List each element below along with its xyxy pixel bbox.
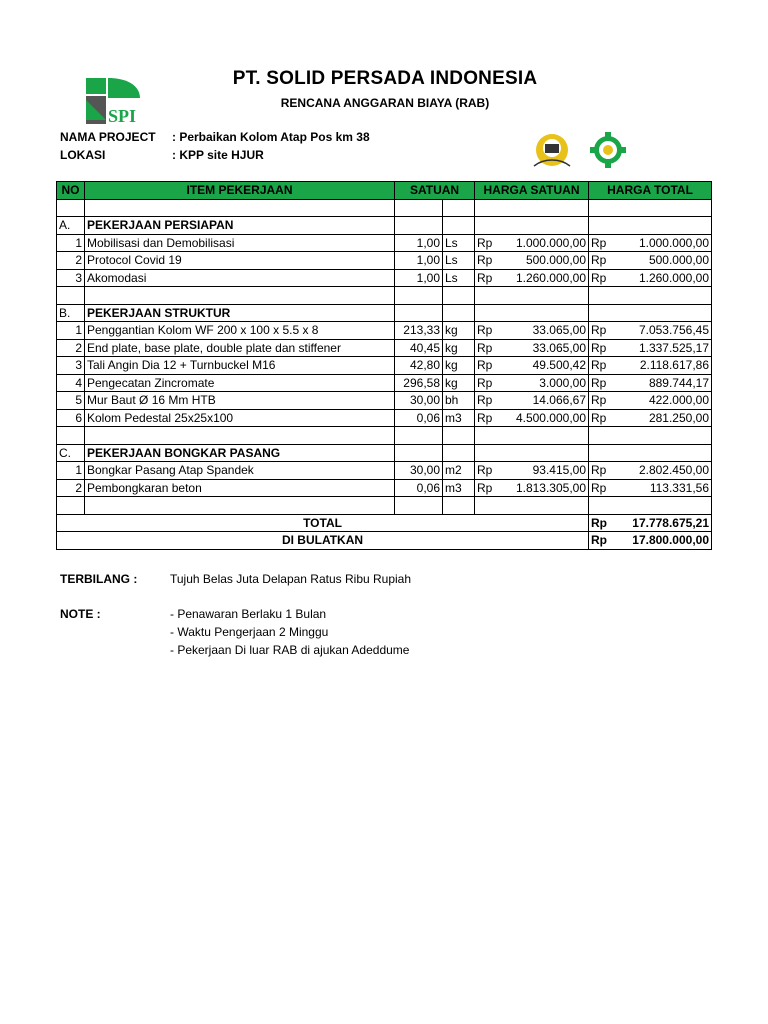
- item-unit: Ls: [443, 234, 475, 252]
- empty-cell: [475, 199, 589, 217]
- item-name: Pembongkaran beton: [85, 479, 395, 497]
- currency-symbol: Rp: [477, 340, 493, 355]
- company-name: PT. SOLID PERSADA INDONESIA: [232, 68, 538, 89]
- total-value-amount: 17.778.675,21: [632, 515, 710, 530]
- gear-badge-logo: [586, 130, 630, 170]
- item-qty: 42,80: [395, 357, 443, 375]
- empty-cell: [589, 287, 712, 305]
- item-total-amount: 1.000.000,00: [638, 235, 710, 250]
- item-total-amount: 1.337.525,17: [638, 340, 710, 355]
- item-unit: Ls: [443, 252, 475, 270]
- item-qty: 1,00: [395, 269, 443, 287]
- item-total-amount: 889.744,17: [648, 375, 710, 390]
- item-price: [475, 269, 589, 287]
- section-row: [57, 444, 712, 462]
- item-unit: kg: [443, 322, 475, 340]
- item-price-amount: 93.415,00: [532, 463, 587, 478]
- table-header-row: [57, 182, 712, 200]
- empty-cell: [395, 217, 443, 235]
- currency-symbol: Rp: [477, 463, 493, 478]
- table-row: [57, 322, 712, 340]
- item-total: [589, 339, 712, 357]
- budget-table: [56, 181, 712, 550]
- header-item: ITEM PEKERJAAN: [85, 182, 395, 200]
- item-qty: 213,33: [395, 322, 443, 340]
- item-unit: m3: [443, 479, 475, 497]
- note-item: - Penawaran Berlaku 1 Bulan: [170, 607, 327, 621]
- empty-cell: [57, 497, 85, 515]
- svg-text:SPI: SPI: [108, 106, 137, 126]
- item-price: [475, 392, 589, 410]
- table-body: [57, 199, 712, 549]
- total-value: [589, 514, 712, 532]
- note-item: - Waktu Pengerjaan 2 Minggu: [170, 625, 329, 639]
- item-price-amount: 14.066,67: [532, 393, 587, 408]
- section-title: PEKERJAAN PERSIAPAN: [85, 217, 395, 235]
- item-total-amount: 113.331,56: [649, 480, 710, 495]
- item-price-amount: 4.500.000,00: [515, 410, 587, 425]
- section-code: B.: [57, 304, 85, 322]
- empty-cell: [395, 444, 443, 462]
- item-name: Penggantian Kolom WF 200 x 100 x 5.5 x 8: [85, 322, 395, 340]
- blank-row: [57, 199, 712, 217]
- section-code: A.: [57, 217, 85, 235]
- currency-symbol: Rp: [591, 358, 607, 373]
- item-price: [475, 234, 589, 252]
- item-name: Akomodasi: [85, 269, 395, 287]
- empty-cell: [475, 444, 589, 462]
- section-title: PEKERJAAN BONGKAR PASANG: [85, 444, 395, 462]
- item-no: 3: [57, 357, 85, 375]
- note-item: - Pekerjaan Di luar RAB di ajukan Adeddume: [170, 643, 410, 657]
- empty-cell: [395, 497, 443, 515]
- item-qty: 30,00: [395, 462, 443, 480]
- empty-cell: [475, 287, 589, 305]
- item-total: [589, 322, 712, 340]
- currency-symbol: Rp: [591, 323, 607, 338]
- currency-symbol: Rp: [591, 340, 607, 355]
- empty-cell: [57, 199, 85, 217]
- document-title: RENCANA ANGGARAN BIAYA (RAB): [280, 96, 490, 110]
- blank-row: [57, 427, 712, 445]
- item-no: 2: [57, 339, 85, 357]
- item-total: [589, 392, 712, 410]
- blank-row: [57, 287, 712, 305]
- total-row: [57, 514, 712, 532]
- currency-symbol: Rp: [591, 235, 607, 250]
- item-total: [589, 462, 712, 480]
- item-price-amount: 3.000,00: [539, 375, 587, 390]
- total-label: TOTAL: [57, 514, 589, 532]
- item-price: [475, 409, 589, 427]
- table-row: [57, 252, 712, 270]
- item-qty: 1,00: [395, 252, 443, 270]
- empty-cell: [589, 217, 712, 235]
- item-total: [589, 479, 712, 497]
- table-row: [57, 234, 712, 252]
- empty-cell: [85, 497, 395, 515]
- currency-symbol: Rp: [591, 375, 607, 390]
- item-name: Kolom Pedestal 25x25x100: [85, 409, 395, 427]
- empty-cell: [589, 444, 712, 462]
- item-qty: 296,58: [395, 374, 443, 392]
- currency-symbol: Rp: [591, 480, 607, 495]
- table-row: [57, 269, 712, 287]
- header-satuan: SATUAN: [395, 182, 475, 200]
- currency-symbol: Rp: [591, 393, 607, 408]
- terbilang-value: Tujuh Belas Juta Delapan Ratus Ribu Rupiah: [170, 572, 412, 586]
- item-price: [475, 322, 589, 340]
- project-value: : Perbaikan Kolom Atap Pos km 38: [172, 130, 370, 144]
- item-price-amount: 33.065,00: [532, 340, 587, 355]
- empty-cell: [443, 217, 475, 235]
- empty-cell: [443, 304, 475, 322]
- empty-cell: [395, 304, 443, 322]
- currency-symbol: Rp: [591, 533, 608, 548]
- currency-symbol: Rp: [477, 375, 493, 390]
- item-unit: Ls: [443, 269, 475, 287]
- item-total-amount: 422.000,00: [648, 393, 710, 408]
- currency-symbol: Rp: [477, 323, 493, 338]
- table-row: [57, 339, 712, 357]
- header-no: NO: [57, 182, 85, 200]
- item-total: [589, 409, 712, 427]
- item-total-amount: 2.118.617,86: [639, 358, 710, 373]
- note-label: NOTE :: [60, 607, 101, 621]
- section-row: [57, 304, 712, 322]
- empty-cell: [85, 199, 395, 217]
- section-title: PEKERJAAN STRUKTUR: [85, 304, 395, 322]
- item-price-amount: 1.000.000,00: [515, 235, 587, 250]
- empty-cell: [589, 199, 712, 217]
- item-no: 3: [57, 269, 85, 287]
- table-row: [57, 357, 712, 375]
- item-price-amount: 500.000,00: [525, 253, 587, 268]
- rounded-label: DI BULATKAN: [57, 532, 589, 550]
- item-no: 1: [57, 234, 85, 252]
- currency-symbol: Rp: [477, 358, 493, 373]
- item-name: Protocol Covid 19: [85, 252, 395, 270]
- item-price-amount: 1.260.000,00: [515, 270, 587, 285]
- currency-symbol: Rp: [591, 253, 607, 268]
- project-row: [60, 130, 370, 144]
- item-no: 2: [57, 252, 85, 270]
- item-unit: kg: [443, 374, 475, 392]
- rounded-row: [57, 532, 712, 550]
- item-qty: 1,00: [395, 234, 443, 252]
- currency-symbol: Rp: [477, 393, 493, 408]
- company-logo: [84, 76, 146, 126]
- section-code: C.: [57, 444, 85, 462]
- location-row: [60, 148, 264, 162]
- empty-cell: [395, 199, 443, 217]
- header-harga-total: HARGA TOTAL: [589, 182, 712, 200]
- item-qty: 0,06: [395, 479, 443, 497]
- section-row: [57, 217, 712, 235]
- item-qty: 30,00: [395, 392, 443, 410]
- location-label: LOKASI: [60, 148, 106, 162]
- item-price-amount: 49.500,42: [532, 358, 587, 373]
- rounded-value-amount: 17.800.000,00: [632, 533, 710, 548]
- item-no: 1: [57, 322, 85, 340]
- currency-symbol: Rp: [591, 270, 607, 285]
- item-name: Bongkar Pasang Atap Spandek: [85, 462, 395, 480]
- item-total-amount: 2.802.450,00: [638, 463, 710, 478]
- item-total-amount: 281.250,00: [648, 410, 710, 425]
- currency-symbol: Rp: [477, 480, 493, 495]
- item-name: End plate, base plate, double plate dan stiffener: [85, 339, 395, 357]
- currency-symbol: Rp: [477, 253, 493, 268]
- rounded-value: [589, 532, 712, 550]
- contractor-badge-logo: [530, 128, 574, 172]
- item-price: [475, 357, 589, 375]
- empty-cell: [443, 444, 475, 462]
- empty-cell: [443, 427, 475, 445]
- project-label: NAMA PROJECT: [60, 130, 156, 144]
- table-row: [57, 479, 712, 497]
- table-row: [57, 462, 712, 480]
- currency-symbol: Rp: [591, 515, 608, 530]
- empty-cell: [395, 427, 443, 445]
- empty-cell: [475, 497, 589, 515]
- item-total-amount: 1.260.000,00: [638, 270, 710, 285]
- item-price: [475, 374, 589, 392]
- item-no: 4: [57, 374, 85, 392]
- currency-symbol: Rp: [477, 235, 493, 250]
- empty-cell: [443, 497, 475, 515]
- currency-symbol: Rp: [477, 410, 493, 425]
- item-no: 5: [57, 392, 85, 410]
- item-price: [475, 339, 589, 357]
- item-name: Pengecatan Zincromate: [85, 374, 395, 392]
- empty-cell: [589, 304, 712, 322]
- empty-cell: [395, 287, 443, 305]
- item-no: 6: [57, 409, 85, 427]
- empty-cell: [57, 427, 85, 445]
- item-unit: bh: [443, 392, 475, 410]
- currency-symbol: Rp: [591, 463, 607, 478]
- item-qty: 0,06: [395, 409, 443, 427]
- item-no: 2: [57, 479, 85, 497]
- table-row: [57, 374, 712, 392]
- item-unit: kg: [443, 357, 475, 375]
- table-row: [57, 392, 712, 410]
- item-no: 1: [57, 462, 85, 480]
- item-price-amount: 33.065,00: [532, 323, 587, 338]
- currency-symbol: Rp: [591, 410, 607, 425]
- item-qty: 40,45: [395, 339, 443, 357]
- empty-cell: [475, 217, 589, 235]
- item-name: Mur Baut Ø 16 Mm HTB: [85, 392, 395, 410]
- empty-cell: [589, 497, 712, 515]
- item-price: [475, 252, 589, 270]
- empty-cell: [57, 287, 85, 305]
- empty-cell: [443, 287, 475, 305]
- item-price-amount: 1.813.305,00: [515, 480, 587, 495]
- blank-row: [57, 497, 712, 515]
- table-row: [57, 409, 712, 427]
- item-price: [475, 479, 589, 497]
- location-value: : KPP site HJUR: [172, 148, 264, 162]
- item-name: Mobilisasi dan Demobilisasi: [85, 234, 395, 252]
- empty-cell: [475, 427, 589, 445]
- currency-symbol: Rp: [477, 270, 493, 285]
- item-total: [589, 374, 712, 392]
- header-harga-satuan: HARGA SATUAN: [475, 182, 589, 200]
- item-unit: m2: [443, 462, 475, 480]
- empty-cell: [85, 287, 395, 305]
- item-price: [475, 462, 589, 480]
- item-unit: m3: [443, 409, 475, 427]
- item-unit: kg: [443, 339, 475, 357]
- terbilang-label: TERBILANG :: [60, 572, 138, 586]
- empty-cell: [475, 304, 589, 322]
- item-total: [589, 357, 712, 375]
- item-total-amount: 500.000,00: [648, 253, 710, 268]
- empty-cell: [443, 199, 475, 217]
- empty-cell: [85, 427, 395, 445]
- empty-cell: [589, 427, 712, 445]
- item-total: [589, 269, 712, 287]
- item-total-amount: 7.053.756,45: [638, 323, 710, 338]
- item-name: Tali Angin Dia 12 + Turnbuckel M16: [85, 357, 395, 375]
- item-total: [589, 234, 712, 252]
- item-total: [589, 252, 712, 270]
